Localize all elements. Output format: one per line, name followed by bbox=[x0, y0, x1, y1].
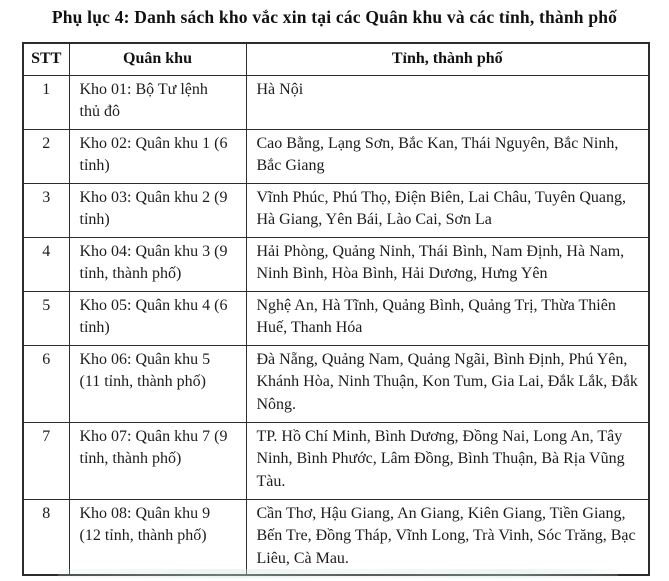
cell-tinh-thanh-pho: Cần Thơ, Hậu Giang, An Giang, Kiên Giang, Tiền Giang, Bến Tre, Đồng Tháp, Vĩnh Long, Trà Vinh, Sóc Trăng, Bạc Liêu, Cà Mau. bbox=[246, 499, 649, 575]
cell-stt: 1 bbox=[23, 75, 69, 129]
cell-tinh-thanh-pho: Cao Bằng, Lạng Sơn, Bắc Kan, Thái Nguyên, Bắc Ninh, Bắc Giang bbox=[246, 129, 649, 183]
cell-quan-khu: Kho 03: Quân khu 2 (9 tỉnh) bbox=[69, 183, 246, 237]
table-row bbox=[23, 422, 649, 499]
cell-tinh-thanh-pho: TP. Hồ Chí Minh, Bình Dương, Đồng Nai, Long An, Tây Ninh, Bình Phước, Lâm Đồng, Bình Thuận, Bà Rịa Vũng Tàu. bbox=[246, 422, 649, 499]
cell-tinh-thanh-pho: Hà Nội bbox=[246, 75, 649, 129]
cell-stt: 4 bbox=[23, 237, 69, 291]
col-header-quan-khu: Quân khu bbox=[69, 43, 246, 75]
table-row bbox=[23, 291, 649, 345]
cell-tinh-thanh-pho: Đà Nẵng, Quảng Nam, Quảng Ngãi, Bình Định, Phú Yên, Khánh Hòa, Ninh Thuận, Kon Tum, Gia Lai, Đắk Lắk, Đắk Nông. bbox=[246, 345, 649, 422]
cell-quan-khu: Kho 06: Quân khu 5 (11 tỉnh, thành phố) bbox=[69, 345, 246, 422]
cell-quan-khu: Kho 07: Quân khu 7 (9 tỉnh, thành phố) bbox=[69, 422, 246, 499]
table-row bbox=[23, 129, 649, 183]
table-row bbox=[23, 237, 649, 291]
cell-quan-khu: Kho 05: Quân khu 4 (6 tỉnh) bbox=[69, 291, 246, 345]
cell-stt: 3 bbox=[23, 183, 69, 237]
table-row bbox=[23, 345, 649, 422]
page-title: Phụ lục 4: Danh sách kho vắc xin tại các Quân khu và các tỉnh, thành phố bbox=[51, 7, 618, 27]
cell-quan-khu: Kho 01: Bộ Tư lệnh thủ đô bbox=[69, 75, 246, 129]
table-row bbox=[23, 75, 649, 129]
cell-stt: 6 bbox=[23, 345, 69, 422]
table-header-row bbox=[23, 43, 649, 75]
col-header-tinh-thanh-pho: Tỉnh, thành phố bbox=[246, 43, 649, 75]
cell-stt: 2 bbox=[23, 129, 69, 183]
cell-tinh-thanh-pho: Nghệ An, Hà Tĩnh, Quảng Bình, Quảng Trị, Thừa Thiên Huế, Thanh Hóa bbox=[246, 291, 649, 345]
cell-stt: 5 bbox=[23, 291, 69, 345]
scan-artifact-band bbox=[58, 569, 618, 578]
cell-quan-khu: Kho 04: Quân khu 3 (9 tỉnh, thành phố) bbox=[69, 237, 246, 291]
cell-stt: 7 bbox=[23, 422, 69, 499]
cell-tinh-thanh-pho: Hải Phòng, Quảng Ninh, Thái Bình, Nam Định, Hà Nam, Ninh Bình, Hòa Bình, Hải Dương, Hưng Yên bbox=[246, 237, 649, 291]
table-row bbox=[23, 499, 649, 575]
cell-stt: 8 bbox=[23, 499, 69, 575]
col-header-stt: STT bbox=[23, 43, 69, 75]
cell-quan-khu: Kho 08: Quân khu 9 (12 tỉnh, thành phố) bbox=[69, 499, 246, 575]
cell-tinh-thanh-pho: Vĩnh Phúc, Phú Thọ, Điện Biên, Lai Châu, Tuyên Quang, Hà Giang, Yên Bái, Lào Cai, Sơn La bbox=[246, 183, 649, 237]
cell-quan-khu: Kho 02: Quân khu 1 (6 tỉnh) bbox=[69, 129, 246, 183]
vaccine-warehouse-table bbox=[22, 42, 650, 576]
table-row bbox=[23, 183, 649, 237]
